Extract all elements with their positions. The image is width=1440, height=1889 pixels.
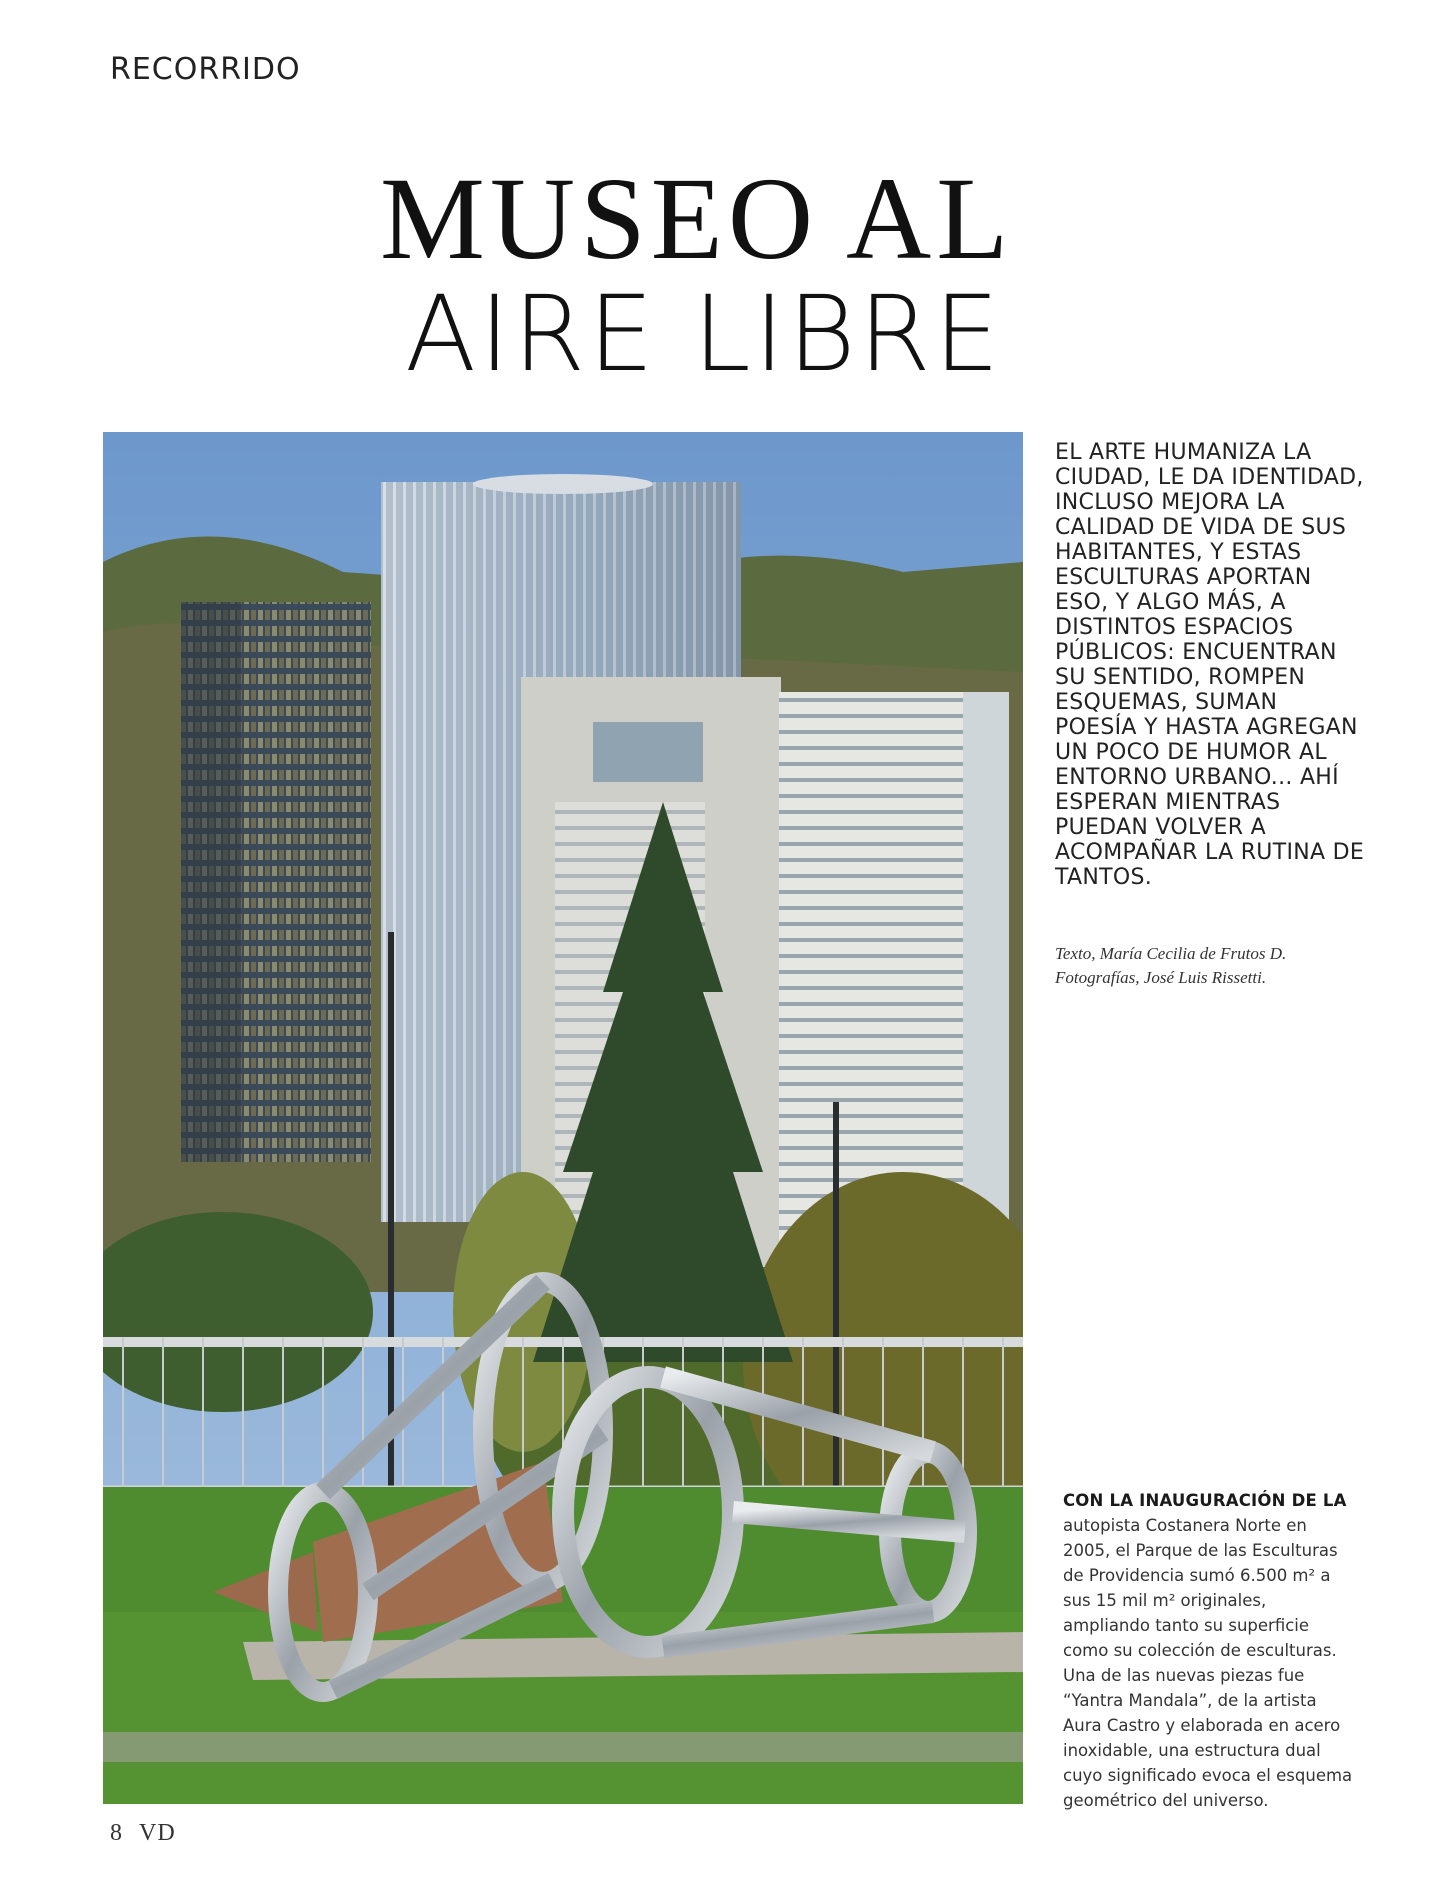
photo-credit: Fotografías, José Luis Rissetti. [1055, 968, 1267, 987]
text-credit: Texto, María Cecilia de Frutos D. [1055, 944, 1287, 963]
intro-paragraph: EL ARTE HUMANIZA LA CIUDAD, LE DA IDENTIDAD, INCLUSO MEJORA LA CALIDAD DE VIDA DE SUS HABITANTES, Y ESTAS ESCULTURAS APORTAN ESO, Y ALGO MÁS, A DISTINTOS ESPACIOS PÚBLICOS: ENCUENTRAN SU SENTIDO, ROMPEN ESQUEMAS, SUMAN POESÍA Y HASTA AGREGAN UN POCO DE HUMOR AL ENTORNO URBANO... AHÍ ESPERAN MIENTRAS PUEDAN VOLVER A ACOMPAÑAR LA RUTINA DE TANTOS. [1055, 440, 1365, 890]
credits [1055, 942, 1375, 990]
page-number: 8 [110, 1820, 123, 1846]
sculpture-park-photo [103, 432, 1023, 1804]
article-title-line-1: MUSEO AL [380, 153, 1014, 284]
page-footer [110, 1820, 192, 1847]
article-title-line-2: AIRE LIBRE [405, 273, 1003, 395]
caption-lead: CON LA INAUGURACIÓN DE LA [1063, 1491, 1347, 1510]
caption-body: autopista Costanera Norte en 2005, el Parque de las Esculturas de Providencia sumó 6.500 m² a sus 15 mil m² originales, ampliando tanto su superficie como su colección de esculturas. Una de las nuevas piezas fue “Yantra Mandala”, de la artista Aura Castro y elaborada en acero inoxidable, una estructura dual cuyo significado evoca el esquema geométrico del universo. [1063, 1516, 1353, 1810]
magazine-name: VD [139, 1820, 176, 1846]
photo-caption [1063, 1488, 1353, 1813]
section-label: RECORRIDO [110, 52, 301, 87]
